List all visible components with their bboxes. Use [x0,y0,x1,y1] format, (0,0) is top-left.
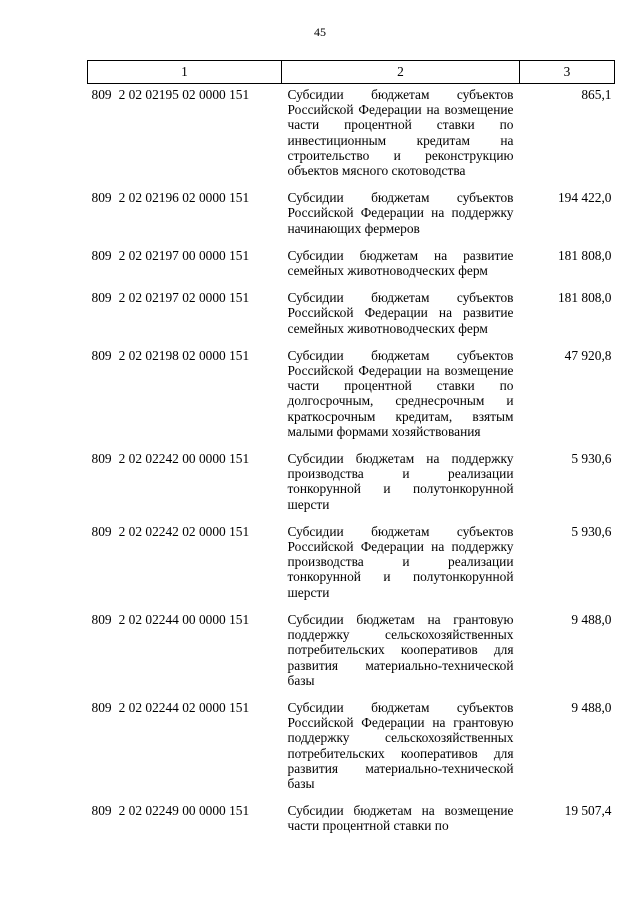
code-cell [88,190,282,248]
code-prefix: 809 [91,247,112,263]
code-cell [88,290,282,348]
table-row [88,290,615,348]
code-prefix: 809 [91,87,112,102]
code-cell [88,451,282,524]
amount-cell: 19 507,4 [564,803,612,819]
budget-table [87,60,615,834]
budget-code: 2 02 02196 02 0000 151 [118,190,250,206]
amount-cell: 5 930,6 [571,523,612,539]
budget-code: 2 02 02244 02 0000 151 [118,699,250,715]
code-prefix: 809 [91,611,112,627]
code-cell [88,84,282,191]
page-number: 45 [314,25,326,39]
table-row [88,524,615,612]
table-row [88,190,615,248]
table-row [88,348,615,451]
code-cell [88,803,282,833]
description-cell: Субсидии бюджетам субъектов Российской Федерации на поддержку производства и реализации тонкорунной и полутонкорунной шерсти [287,523,514,600]
code-cell [88,248,282,290]
table-row [88,451,615,524]
column-header-amount: 3 [520,61,615,84]
code-cell [88,348,282,451]
description-cell: Субсидии бюджетам субъектов Российской Федерации на грантовую поддержку сельскохозяйственных потребительских кооперативов для развития материально-технической базы [287,699,514,791]
amount-cell: 9 488,0 [571,699,612,715]
code-prefix: 809 [91,290,112,306]
column-header-code: 1 [88,61,282,84]
amount-cell: 9 488,0 [571,611,612,627]
description-cell: Субсидии бюджетам субъектов Российской Федерации на развитие семейных животноводческих ферм [287,290,514,336]
code-prefix: 809 [91,347,112,363]
budget-code: 2 02 02195 02 0000 151 [118,87,250,102]
column-header-description: 2 [282,61,520,84]
table-header-row [88,61,615,84]
code-cell [88,700,282,803]
code-cell [88,524,282,612]
code-prefix: 809 [91,523,112,539]
budget-code: 2 02 02244 00 0000 151 [118,611,250,627]
code-cell [88,612,282,700]
budget-code: 2 02 02249 00 0000 151 [118,803,250,819]
description-cell: Субсидии бюджетам субъектов Российской Федерации на возмещение части процентной ставки по инвестиционным кредитам на строительство и реконструкцию объектов мясного скотоводства [287,87,514,179]
code-prefix: 809 [91,803,112,819]
amount-cell: 865,1 [581,87,612,102]
table-row [88,612,615,700]
table-row [88,248,615,290]
budget-code: 2 02 02197 02 0000 151 [118,290,250,306]
table-row [88,84,615,191]
amount-cell: 181 808,0 [557,247,612,263]
amount-cell: 194 422,0 [557,190,612,206]
description-cell: Субсидии бюджетам субъектов Российской Федерации на поддержку начинающих фермеров [287,190,514,236]
description-cell: Субсидии бюджетам на поддержку производства и реализации тонкорунной и полутонкорунной шерсти [287,451,514,512]
table-row [88,803,615,833]
description-cell: Субсидии бюджетам на развитие семейных животноводческих ферм [287,247,514,279]
description-cell: Субсидии бюджетам на грантовую поддержку сельскохозяйственных потребительских кооперативов для развития материально-технической базы [287,611,514,688]
budget-code: 2 02 02197 00 0000 151 [118,247,250,263]
budget-code: 2 02 02198 02 0000 151 [118,347,250,363]
amount-cell: 181 808,0 [557,290,612,306]
budget-code: 2 02 02242 00 0000 151 [118,451,250,467]
amount-cell: 47 920,8 [564,347,612,363]
description-cell: Субсидии бюджетам на возмещение части процентной ставки по [287,803,514,834]
code-prefix: 809 [91,699,112,715]
budget-code: 2 02 02242 02 0000 151 [118,523,250,539]
code-prefix: 809 [91,451,112,467]
description-cell: Субсидии бюджетам субъектов Российской Федерации на возмещение части процентной ставки по долгосрочным, среднесрочным и краткосрочным кредитам, взятым малыми формами хозяйствования [287,347,514,439]
table-row [88,700,615,803]
code-prefix: 809 [91,190,112,206]
amount-cell: 5 930,6 [571,451,612,467]
